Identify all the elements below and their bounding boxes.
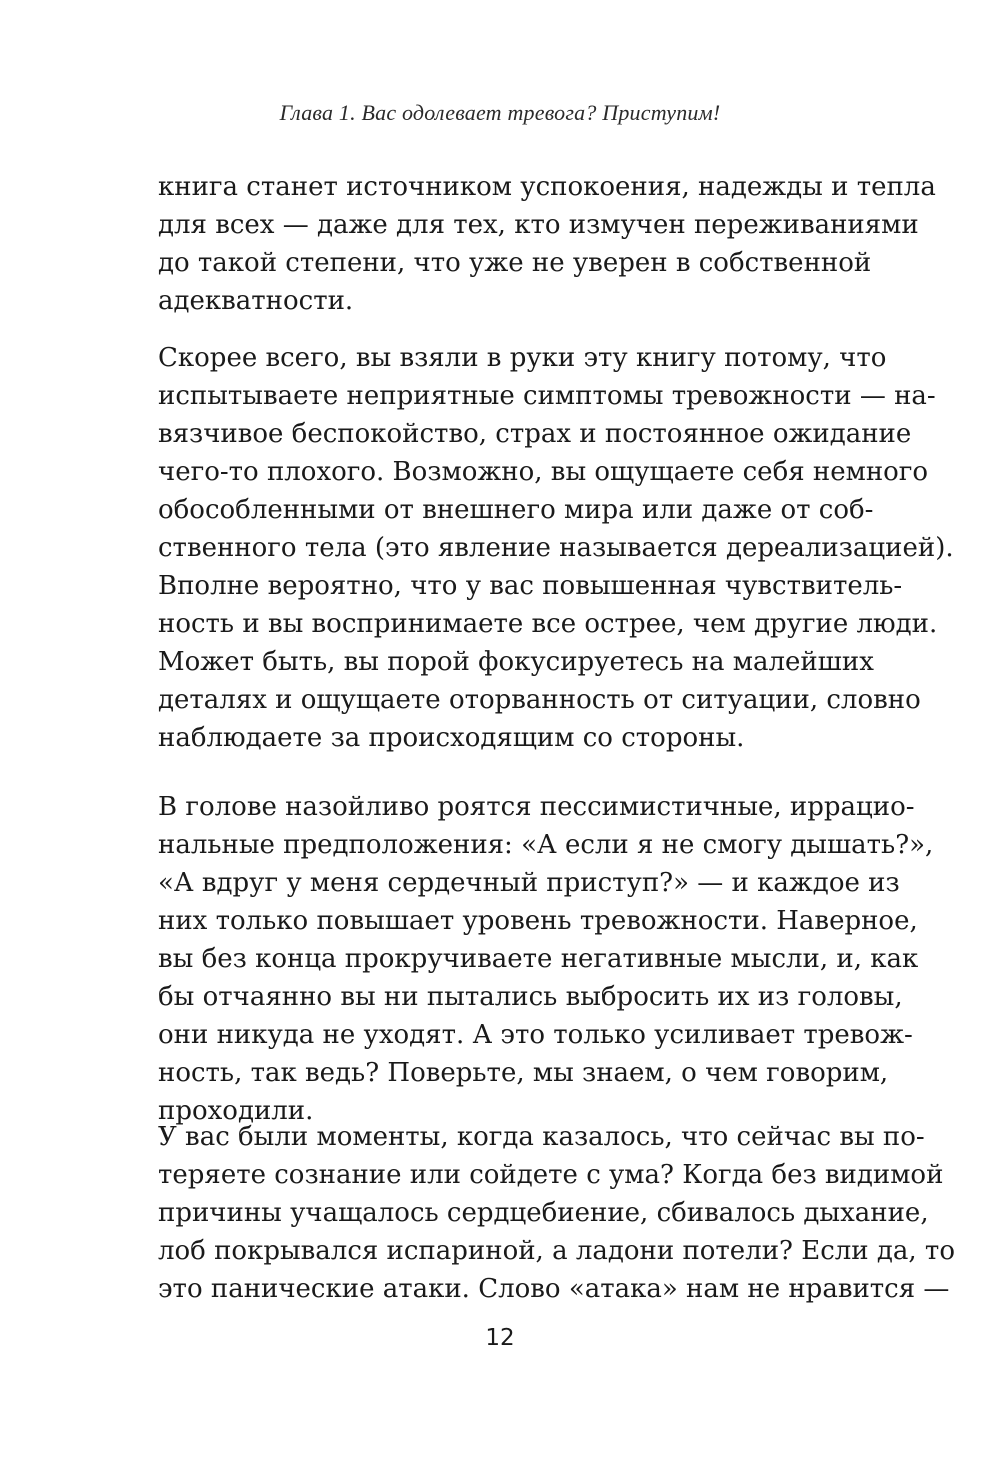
- text-line: для всех — даже для тех, кто измучен переживаниями: [158, 210, 919, 240]
- text-line: «А вдруг у меня сердечный приступ?» — и каждое из: [158, 868, 900, 898]
- text-line: деталях и ощущаете оторванность от ситуации, словно: [158, 685, 921, 715]
- text-line: ность, так ведь? Поверьте, мы знаем, о чем говорим,: [158, 1058, 889, 1088]
- text-line: испытываете неприятные симптомы тревожности — на-: [158, 381, 936, 411]
- text-line: обособленными от внешнего мира или даже от соб-: [158, 495, 874, 525]
- text-line: вы без конца прокручиваете негативные мысли, и, как: [158, 944, 919, 974]
- page-number: 12: [485, 1325, 515, 1351]
- text-line: Скорее всего, вы взяли в руки эту книгу потому, что: [158, 343, 887, 373]
- text-line: У вас были моменты, когда казалось, что сейчас вы по-: [158, 1122, 925, 1152]
- text-line: проходили.: [158, 1096, 314, 1126]
- text-line: они никуда не уходят. А это только усиливает тревож-: [158, 1020, 913, 1050]
- text-line: лоб покрывался испариной, а ладони потели? Если да, то: [158, 1236, 955, 1266]
- text-line: книга станет источником успокоения, надежды и тепла: [158, 172, 936, 202]
- text-line: бы отчаянно вы ни пытались выбросить их из головы,: [158, 982, 903, 1012]
- text-line: нальные предположения: «А если я не смогу дышать?»,: [158, 830, 934, 860]
- text-line: причины учащалось сердцебиение, сбивалось дыхание,: [158, 1198, 929, 1228]
- paragraph-2: [158, 339, 954, 757]
- text-line: ственного тела (это явление называется дереализацией).: [158, 533, 954, 563]
- paragraph-3: [158, 788, 934, 1130]
- text-line: это панические атаки. Слово «атака» нам не нравится —: [158, 1274, 950, 1304]
- text-line: чего-то плохого. Возможно, вы ощущаете себя немного: [158, 457, 929, 487]
- paragraph-1: [158, 168, 936, 320]
- text-line: Может быть, вы порой фокусируетесь на малейших: [158, 647, 874, 677]
- text-line: наблюдаете за происходящим со стороны.: [158, 723, 745, 753]
- text-line: вязчивое беспокойство, страх и постоянное ожидание: [158, 419, 912, 449]
- paragraph-4: [158, 1118, 955, 1308]
- text-line: них только повышает уровень тревожности. Наверное,: [158, 906, 918, 936]
- text-line: теряете сознание или сойдете с ума? Когда без видимой: [158, 1160, 944, 1190]
- text-line: Вполне вероятно, что у вас повышенная чувствитель-: [158, 571, 903, 601]
- text-line: ность и вы воспринимаете все острее, чем другие люди.: [158, 609, 938, 639]
- text-line: до такой степени, что уже не уверен в собственной: [158, 248, 872, 278]
- text-line: В голове назойливо роятся пессимистичные, иррацио-: [158, 792, 915, 822]
- text-line: адекватности.: [158, 286, 354, 316]
- running-head: Глава 1. Вас одолевает тревога? Приступим!: [279, 100, 721, 125]
